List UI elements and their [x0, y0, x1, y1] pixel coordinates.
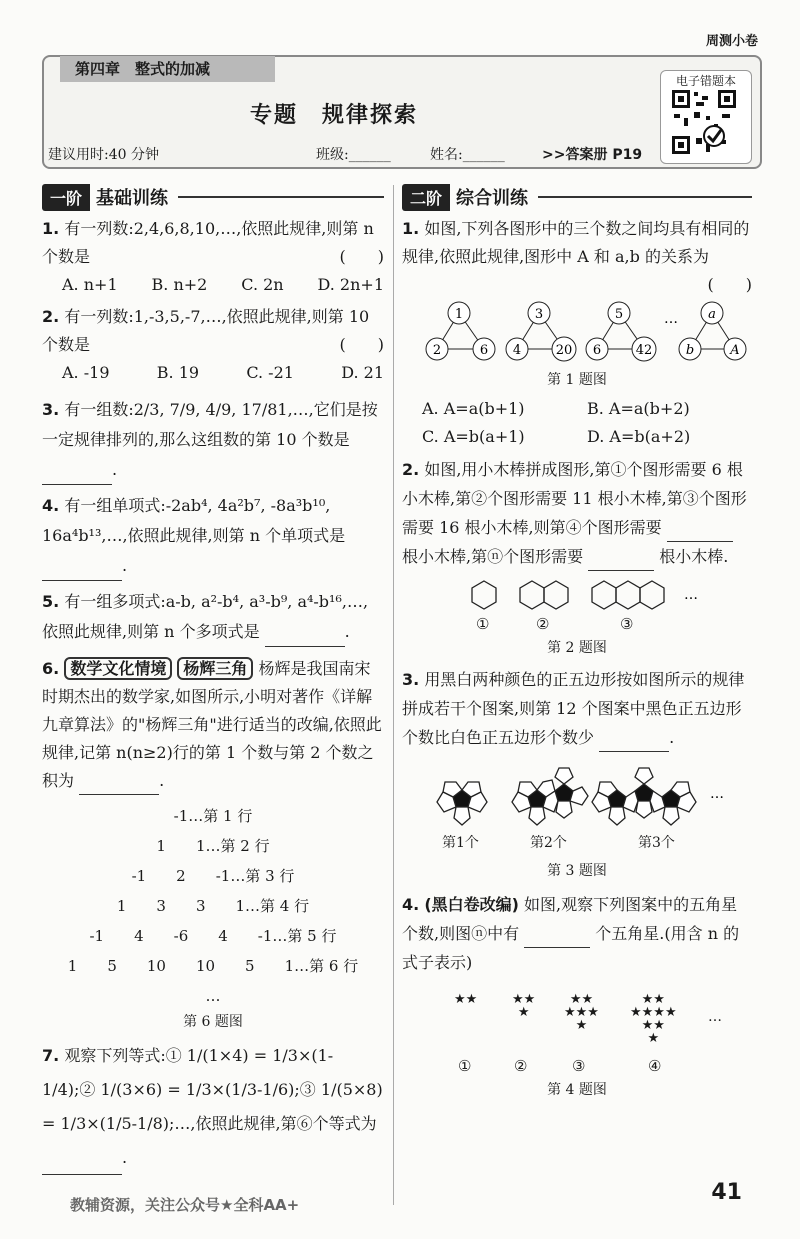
- figure-label-3: ③: [620, 615, 634, 633]
- answer-blank[interactable]: [42, 562, 122, 581]
- triangle-figure-general: [679, 302, 746, 360]
- triangle-left: 6: [592, 343, 602, 358]
- question-text-2: 个五角星.(用含 n 的式子表示): [402, 924, 740, 972]
- option-b[interactable]: B. 19: [156, 363, 200, 382]
- option-a[interactable]: A. n+1: [62, 275, 118, 294]
- page-number: 41: [711, 1180, 742, 1205]
- question-number: 2.: [402, 460, 420, 479]
- section-title: 基础训练: [96, 188, 169, 209]
- triangle-row: -1…第 1 行: [173, 807, 253, 825]
- star-label-3: ③: [572, 1057, 586, 1075]
- answer-ref: >>答案册 P19: [542, 147, 643, 163]
- star-figure-1: ★★: [454, 992, 478, 1007]
- question-3: 3. 有一组数:2/3, 7/9, 4/9, 17/81,…,它们是按一定规律排列的,那么这组数的第 10 个数是 .: [42, 395, 384, 485]
- option-a[interactable]: A. -19: [62, 363, 110, 382]
- q1-options: [42, 271, 384, 299]
- answer-paren[interactable]: ( ): [339, 335, 384, 354]
- question-number: 2.: [42, 307, 60, 326]
- question-1: [42, 215, 384, 271]
- star-figure-4: ★★ ★★★★ ★★ ★: [630, 992, 677, 1046]
- left-column: [42, 183, 384, 1175]
- triangle-ellipsis: …: [664, 311, 678, 327]
- triangle-top: 1: [454, 307, 464, 322]
- figure-caption: 第 3 题图: [547, 863, 607, 879]
- question-number: 1.: [402, 219, 420, 238]
- star-labels: [402, 1057, 752, 1079]
- question-text: 有一列数:1,-3,5,-7,…,依照此规律,则第 10 个数是: [42, 307, 370, 354]
- option-c[interactable]: C. -21: [246, 363, 294, 382]
- yanghui-tag: 杨辉三角: [177, 657, 253, 680]
- triangle-right: 42: [635, 343, 653, 358]
- culture-tag: 数学文化情境: [64, 657, 172, 680]
- triangle-top: 3: [534, 307, 544, 322]
- option-d[interactable]: D. 21: [341, 363, 384, 382]
- triangle-figure-3: [586, 302, 656, 361]
- r-q1-options: [402, 395, 752, 451]
- question-4: [402, 890, 752, 977]
- answer-paren[interactable]: ( ): [707, 275, 752, 294]
- section-header-basic: [42, 183, 384, 211]
- option-d[interactable]: D. A=b(a+2): [587, 427, 691, 446]
- answer-blank[interactable]: [42, 466, 112, 485]
- hexagon-3c: [640, 581, 664, 609]
- option-b[interactable]: B. A=a(b+2): [587, 399, 690, 418]
- star-figure-2: ★★ ★: [512, 992, 536, 1020]
- hexagon-3b: [616, 581, 640, 609]
- question-number: 4.: [42, 496, 60, 515]
- star-label-2: ②: [514, 1057, 528, 1075]
- triangle-figure-2: [506, 302, 576, 361]
- triangle-row: -1 4 -6 4 -1…第 5 行: [89, 927, 337, 945]
- qr-code-icon[interactable]: [670, 88, 738, 156]
- figure-caption: 第 6 题图: [183, 1014, 243, 1030]
- question-number: 3.: [42, 400, 60, 419]
- answer-blank[interactable]: [42, 1156, 122, 1175]
- hexagon-1: [472, 581, 496, 609]
- pentagon-ellipsis: …: [710, 786, 724, 802]
- figure-caption: 第 2 题图: [547, 640, 607, 656]
- triangle-right: 20: [555, 343, 573, 358]
- question-text: 有一组单项式:-2ab⁴, 4a²b⁷, -8a³b¹⁰, 16a⁴b¹³,…,依照此规律,则第 n 个单项式是: [42, 496, 346, 545]
- question-number: 7.: [42, 1046, 60, 1065]
- answer-blank-nth[interactable]: [588, 552, 654, 571]
- suggested-time: 建议用时:40 分钟: [48, 147, 159, 163]
- question-number: 6.: [42, 659, 60, 678]
- question-text: 有一组多项式:a-b, a²-b⁴, a³-b⁹, a⁴-b¹⁶,…,依照此规律,则第 n 个多项式是: [42, 592, 369, 641]
- star-figure-3: ★★ ★★★ ★: [564, 992, 599, 1033]
- answer-paren[interactable]: ( ): [339, 247, 384, 266]
- question-text: 杨辉是我国南宋时期杰出的数学家,如图所示,小明对著作《详解九章算法》的"杨辉三角"进行适当的改编,依照此规律,记第 n(n≥2)行的第 1 个数与第 2 个数之积为: [42, 659, 382, 790]
- chapter-title: 第四章 整式的加减: [60, 56, 275, 82]
- question-6: 6. 数学文化情境 杨辉三角 杨辉是我国南宋时期杰出的数学家,如图所示,小明对著作《详解九章算法》的"杨辉三角"进行适当的改编,依照此规律,记第 n(n≥2)行的第 1 个数与第 2 个数之积为 .: [42, 655, 384, 795]
- section-tab: 一阶: [42, 184, 90, 211]
- class-label: 班级:______: [316, 147, 391, 163]
- question-number: 3.: [402, 670, 420, 689]
- section-rule: [178, 196, 384, 198]
- star-label-4: ④: [648, 1057, 662, 1075]
- qr-label: 电子错题本: [675, 74, 736, 88]
- section-tab: 二阶: [402, 184, 450, 211]
- section-title: 综合训练: [456, 188, 529, 209]
- answer-blank[interactable]: [599, 733, 669, 752]
- star-figures: [402, 987, 752, 1057]
- figure-label-2: ②: [536, 615, 550, 633]
- column-divider: [393, 185, 394, 1205]
- hexagon-figures: [402, 575, 752, 615]
- question-4: 4. 有一组单项式:-2ab⁴, 4a²b⁷, -8a³b¹⁰, 16a⁴b¹³,…,依照此规律,则第 n 个单项式是 .: [42, 491, 384, 581]
- question-5: 5. 有一组多项式:a-b, a²-b⁴, a³-b⁹, a⁴-b¹⁶,…,依照此规律,则第 n 个多项式是 .: [42, 587, 384, 647]
- option-d[interactable]: D. 2n+1: [317, 275, 384, 294]
- hexagon-2a: [520, 581, 544, 609]
- triangle-row: 1 5 10 10 5 1…第 6 行: [67, 957, 359, 975]
- answer-blank[interactable]: [265, 628, 345, 647]
- question-text: 有一列数:2,4,6,8,10,…,依照此规律,则第 n 个数是: [42, 219, 374, 266]
- question-1: [402, 215, 752, 294]
- triangle-right: A: [730, 343, 740, 358]
- triangle-row: 1 1…第 2 行: [156, 837, 270, 855]
- star-ellipsis: …: [708, 1009, 722, 1025]
- triangle-figure-1: [426, 302, 495, 360]
- triangle-top: a: [708, 307, 716, 322]
- hexagon-labels: [402, 615, 752, 637]
- figure-caption: 第 4 题图: [547, 1082, 607, 1098]
- question-text: 观察下列等式:① 1/(1×4) = 1/3×(1-1/4);② 1/(3×6) = 1/3×(1/3-1/6);③ 1/(5×8) = 1/3×(1/5-1/8);…,依照此规律,第⑥个等式为: [42, 1046, 383, 1133]
- yanghui-triangle: [42, 801, 384, 1011]
- option-c[interactable]: C. 2n: [241, 275, 284, 294]
- triangle-row: …: [205, 987, 221, 1005]
- question-text: 如图,观察下列图案中的五角星个数,则图ⓝ中有: [402, 895, 738, 943]
- name-label: 姓名:______: [430, 147, 505, 163]
- question-text: 有一组数:2/3, 7/9, 4/9, 17/81,…,它们是按一定规律排列的,那么这组数的第 10 个数是: [42, 400, 378, 449]
- triangle-top: 5: [614, 307, 624, 322]
- question-3: 3. 用黑白两种颜色的正五边形按如图所示的规律拼成若干个图案,则第 12 个图案中黑色正五边形个数比白色正五边形个数少 .: [402, 665, 752, 752]
- answer-blank[interactable]: [79, 776, 159, 795]
- figure-label-1: ①: [476, 615, 490, 633]
- pentagon-label-2: 第2个: [530, 835, 567, 851]
- hexagon-3a: [592, 581, 616, 609]
- question-7: 7. 观察下列等式:① 1/(1×4) = 1/3×(1-1/4);② 1/(3×6) = 1/3×(1/3-1/6);③ 1/(5×8) = 1/3×(1/5-1/8);…,依照此规律,第⑥个等式为 .: [42, 1039, 384, 1175]
- question-text-2: 根小木棒,第ⓝ个图形需要: [402, 547, 584, 566]
- answer-blank[interactable]: [524, 929, 590, 948]
- answer-blank-4th[interactable]: [667, 523, 733, 542]
- pentagon-figures: [402, 762, 752, 832]
- hexagon-ellipsis: …: [684, 587, 698, 603]
- q2-options: [42, 359, 384, 387]
- section-header-comprehensive: [402, 183, 752, 211]
- star-label-1: ①: [458, 1057, 472, 1075]
- hexagon-2b: [544, 581, 568, 609]
- triangle-left: 2: [432, 343, 442, 358]
- corner-tag: 周测小卷: [705, 34, 758, 49]
- pentagon-labels: [402, 832, 752, 856]
- question-number: 5.: [42, 592, 60, 611]
- triangle-figures: [402, 299, 752, 369]
- option-c[interactable]: C. A=b(a+1): [422, 427, 525, 446]
- triangle-left: b: [685, 343, 695, 358]
- footer-text: 教辅资源，关注公众号★全科AA+: [70, 1196, 300, 1214]
- triangle-row: 1 3 3 1…第 4 行: [116, 897, 310, 915]
- figure-caption: 第 1 题图: [547, 372, 607, 388]
- section-rule: [538, 196, 752, 198]
- question-text: 用黑白两种颜色的正五边形按如图所示的规律拼成若干个图案,则第 12 个图案中黑色正五边形个数比白色正五边形个数少: [402, 670, 745, 747]
- pentagon-label-3: 第3个: [638, 835, 675, 851]
- question-text: 如图,用小木棒拼成图形,第①个图形需要 6 根小木棒,第②个图形需要 11 根小木棒,第③个图形需要 16 根小木棒,则第④个图形需要: [402, 460, 747, 537]
- option-b[interactable]: B. n+2: [151, 275, 208, 294]
- question-text-3: 根小木棒.: [659, 547, 729, 566]
- pentagon-label-1: 第1个: [442, 835, 479, 851]
- option-a[interactable]: A. A=a(b+1): [422, 399, 525, 418]
- question-2: [402, 455, 752, 571]
- source-tag: (黑白卷改编): [424, 895, 519, 914]
- topic-title: 专题 规律探索: [250, 103, 419, 128]
- question-text: 如图,下列各图形中的三个数之间均具有相同的规律,依照此规律,图形中 A 和 a,b 的关系为: [402, 219, 750, 266]
- triangle-left: 4: [512, 343, 522, 358]
- triangle-right: 6: [479, 343, 489, 358]
- question-number: 4.: [402, 895, 420, 914]
- question-number: 1.: [42, 219, 60, 238]
- question-2: [42, 303, 384, 359]
- triangle-row: -1 2 -1…第 3 行: [131, 867, 295, 885]
- right-column: [402, 183, 752, 1099]
